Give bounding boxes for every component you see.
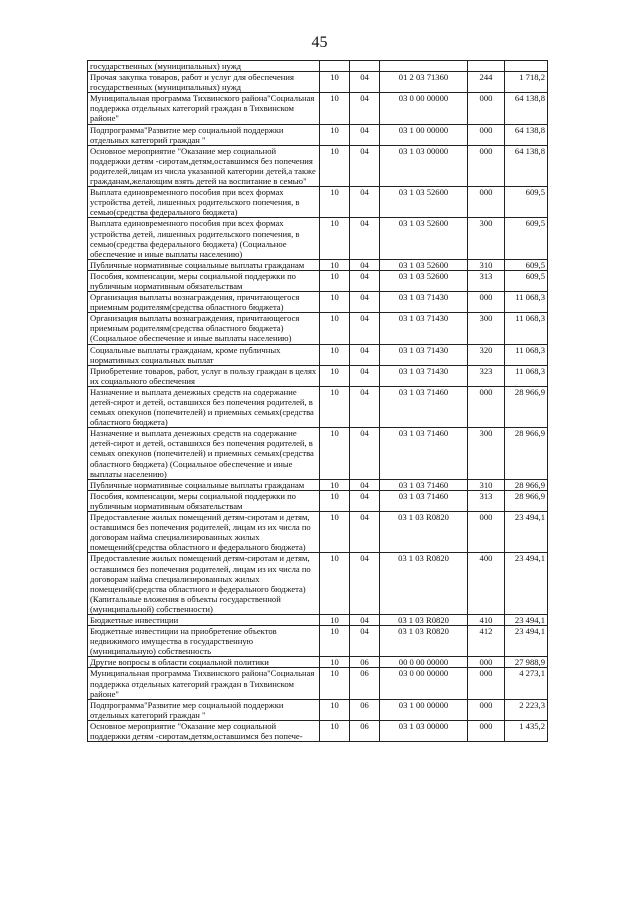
budget-table-body bbox=[88, 61, 548, 742]
subsection-code-cell: 04 bbox=[350, 479, 380, 490]
row-name-cell: Подпрограмма"Развитие мер социальной поддержки отдельных категорий граждан " bbox=[88, 124, 320, 145]
target-article-cell: 03 1 03 71430 bbox=[380, 365, 468, 386]
amount-cell: 28 966,9 bbox=[505, 428, 548, 479]
row-name-cell: Назначение и выплата денежных средств на содержание детей-сирот и детей, оставшихся без попечения родителей, в семьях опекунов (попечителей) и приемных семьях(средства областного бюджета) (Социальное обеспечение и иные выплаты населению) bbox=[88, 428, 320, 479]
amount-cell: 28 966,9 bbox=[505, 479, 548, 490]
expense-type-cell: 000 bbox=[468, 145, 505, 186]
section-code-cell: 10 bbox=[320, 292, 350, 313]
section-code-cell: 10 bbox=[320, 512, 350, 553]
subsection-code-cell: 04 bbox=[350, 512, 380, 553]
expense-type-cell: 244 bbox=[468, 72, 505, 93]
section-code-cell: 10 bbox=[320, 720, 350, 741]
expense-type-cell: 000 bbox=[468, 699, 505, 720]
target-article-cell: 03 1 03 52600 bbox=[380, 187, 468, 218]
expense-type-cell: 000 bbox=[468, 657, 505, 668]
target-article-cell: 03 1 03 52600 bbox=[380, 218, 468, 259]
expense-type-cell: 310 bbox=[468, 479, 505, 490]
subsection-code-cell: 04 bbox=[350, 270, 380, 291]
subsection-code-cell: 04 bbox=[350, 292, 380, 313]
amount-cell: 1 435,2 bbox=[505, 720, 548, 741]
target-article-cell: 03 1 03 71430 bbox=[380, 344, 468, 365]
amount-cell: 11 068,3 bbox=[505, 292, 548, 313]
table-row bbox=[88, 61, 548, 72]
amount-cell: 23 494,1 bbox=[505, 512, 548, 553]
amount-cell: 609,5 bbox=[505, 187, 548, 218]
row-name-cell: Основное мероприятие "Оказание мер социальной поддержки детям -сиротам,детям,оставшимся без попече- bbox=[88, 720, 320, 741]
section-code-cell: 10 bbox=[320, 187, 350, 218]
subsection-code-cell: 06 bbox=[350, 668, 380, 699]
table-row bbox=[88, 428, 548, 479]
expense-type-cell: 313 bbox=[468, 270, 505, 291]
target-article-cell: 01 2 03 71360 bbox=[380, 72, 468, 93]
table-row bbox=[88, 699, 548, 720]
target-article-cell: 03 1 03 R0820 bbox=[380, 626, 468, 657]
section-code-cell: 10 bbox=[320, 270, 350, 291]
row-name-cell: Публичные нормативные социальные выплаты гражданам bbox=[88, 479, 320, 490]
expense-type-cell: 000 bbox=[468, 187, 505, 218]
table-row bbox=[88, 259, 548, 270]
target-article-cell bbox=[380, 61, 468, 72]
subsection-code-cell: 04 bbox=[350, 553, 380, 615]
table-row bbox=[88, 187, 548, 218]
subsection-code-cell: 04 bbox=[350, 365, 380, 386]
section-code-cell: 10 bbox=[320, 218, 350, 259]
amount-cell: 11 068,3 bbox=[505, 365, 548, 386]
table-row bbox=[88, 292, 548, 313]
amount-cell: 609,5 bbox=[505, 218, 548, 259]
amount-cell: 2 223,3 bbox=[505, 699, 548, 720]
section-code-cell: 10 bbox=[320, 344, 350, 365]
subsection-code-cell: 06 bbox=[350, 699, 380, 720]
target-article-cell: 03 0 00 00000 bbox=[380, 93, 468, 124]
table-row bbox=[88, 145, 548, 186]
amount-cell: 1 718,2 bbox=[505, 72, 548, 93]
row-name-cell: Предоставление жилых помещений детям-сиротам и детям, оставшимся без попечения родителей, лицам из их числа по договорам найма специализированных жилых помещений(средства областного и федерального бюджета) (Капитальные вложения в объекты государственной (муниципальной) собственности) bbox=[88, 553, 320, 615]
amount-cell: 64 138,8 bbox=[505, 124, 548, 145]
page-number: 45 bbox=[311, 34, 328, 51]
table-row bbox=[88, 626, 548, 657]
section-code-cell: 10 bbox=[320, 365, 350, 386]
expense-type-cell: 400 bbox=[468, 553, 505, 615]
table-row bbox=[88, 218, 548, 259]
section-code-cell: 10 bbox=[320, 386, 350, 427]
expense-type-cell: 000 bbox=[468, 124, 505, 145]
subsection-code-cell: 04 bbox=[350, 428, 380, 479]
row-name-cell: Прочая закупка товаров, работ и услуг для обеспечения государственных (муниципальных) нужд bbox=[88, 72, 320, 93]
amount-cell: 4 273,1 bbox=[505, 668, 548, 699]
row-name-cell: Подпрограмма"Развитие мер социальной поддержки отдельных категорий граждан " bbox=[88, 699, 320, 720]
row-name-cell: Публичные нормативные социальные выплаты гражданам bbox=[88, 259, 320, 270]
target-article-cell: 03 0 00 00000 bbox=[380, 668, 468, 699]
row-name-cell: Организация выплаты вознаграждения, причитающегося приемным родителям(средства областного бюджета) (Социальное обеспечение и иные выплаты населению) bbox=[88, 313, 320, 344]
target-article-cell: 03 1 00 00000 bbox=[380, 699, 468, 720]
expense-type-cell: 313 bbox=[468, 490, 505, 511]
table-row bbox=[88, 124, 548, 145]
table-row bbox=[88, 365, 548, 386]
subsection-code-cell: 04 bbox=[350, 259, 380, 270]
section-code-cell: 10 bbox=[320, 259, 350, 270]
amount-cell: 609,5 bbox=[505, 259, 548, 270]
expense-type-cell: 320 bbox=[468, 344, 505, 365]
row-name-cell: Пособия, компенсации, меры социальной поддержки по публичным нормативным обязательствам bbox=[88, 270, 320, 291]
expense-type-cell: 000 bbox=[468, 292, 505, 313]
table-row bbox=[88, 344, 548, 365]
expense-type-cell: 410 bbox=[468, 614, 505, 625]
table-row bbox=[88, 72, 548, 93]
expense-type-cell: 300 bbox=[468, 428, 505, 479]
amount-cell: 23 494,1 bbox=[505, 553, 548, 615]
section-code-cell: 10 bbox=[320, 93, 350, 124]
table-row bbox=[88, 512, 548, 553]
row-name-cell: Основное мероприятие "Оказание мер социальной поддержки детям -сиротам,детям,оставшимся без попечения родителей,лицам из числа указанной категории детей,а также гражданам,желающим взять детей на воспитание в семью" bbox=[88, 145, 320, 186]
subsection-code-cell: 04 bbox=[350, 72, 380, 93]
subsection-code-cell: 04 bbox=[350, 313, 380, 344]
amount-cell: 609,5 bbox=[505, 270, 548, 291]
section-code-cell: 10 bbox=[320, 553, 350, 615]
subsection-code-cell: 04 bbox=[350, 614, 380, 625]
section-code-cell: 10 bbox=[320, 428, 350, 479]
table-row bbox=[88, 490, 548, 511]
target-article-cell: 03 1 03 00000 bbox=[380, 720, 468, 741]
subsection-code-cell: 04 bbox=[350, 490, 380, 511]
amount-cell: 27 988,9 bbox=[505, 657, 548, 668]
subsection-code-cell bbox=[350, 61, 380, 72]
target-article-cell: 03 1 03 71460 bbox=[380, 490, 468, 511]
table-row bbox=[88, 270, 548, 291]
target-article-cell: 03 1 03 52600 bbox=[380, 270, 468, 291]
section-code-cell: 10 bbox=[320, 614, 350, 625]
amount-cell: 11 068,3 bbox=[505, 344, 548, 365]
section-code-cell: 10 bbox=[320, 479, 350, 490]
target-article-cell: 03 1 03 71460 bbox=[380, 428, 468, 479]
section-code-cell: 10 bbox=[320, 313, 350, 344]
section-code-cell: 10 bbox=[320, 490, 350, 511]
table-row bbox=[88, 93, 548, 124]
amount-cell: 23 494,1 bbox=[505, 626, 548, 657]
section-code-cell: 10 bbox=[320, 626, 350, 657]
table-row bbox=[88, 386, 548, 427]
expense-type-cell: 000 bbox=[468, 386, 505, 427]
target-article-cell: 03 1 03 R0820 bbox=[380, 553, 468, 615]
row-name-cell: Муниципальная программа Тихвинского района"Социальная поддержка отдельных категорий граждан в Тихвинском районе" bbox=[88, 668, 320, 699]
target-article-cell: 03 1 03 71460 bbox=[380, 479, 468, 490]
expense-type-cell: 000 bbox=[468, 720, 505, 741]
amount-cell: 23 494,1 bbox=[505, 614, 548, 625]
subsection-code-cell: 04 bbox=[350, 626, 380, 657]
section-code-cell: 10 bbox=[320, 72, 350, 93]
amount-cell: 28 966,9 bbox=[505, 490, 548, 511]
table-row bbox=[88, 668, 548, 699]
expense-type-cell: 000 bbox=[468, 512, 505, 553]
subsection-code-cell: 04 bbox=[350, 218, 380, 259]
section-code-cell: 10 bbox=[320, 657, 350, 668]
subsection-code-cell: 04 bbox=[350, 124, 380, 145]
section-code-cell: 10 bbox=[320, 668, 350, 699]
amount-cell bbox=[505, 61, 548, 72]
subsection-code-cell: 04 bbox=[350, 344, 380, 365]
table-row bbox=[88, 720, 548, 741]
subsection-code-cell: 04 bbox=[350, 386, 380, 427]
target-article-cell: 03 1 03 00000 bbox=[380, 145, 468, 186]
expense-type-cell: 300 bbox=[468, 218, 505, 259]
table-row bbox=[88, 479, 548, 490]
row-name-cell: Социальные выплаты гражданам, кроме публичных нормативных социальных выплат bbox=[88, 344, 320, 365]
table-row bbox=[88, 657, 548, 668]
row-name-cell: Выплата единовременного пособия при всех формах устройства детей, лишенных родительского попечения, в семью(средства федерального бюджета) bbox=[88, 187, 320, 218]
amount-cell: 11 068,3 bbox=[505, 313, 548, 344]
subsection-code-cell: 06 bbox=[350, 657, 380, 668]
amount-cell: 64 138,8 bbox=[505, 145, 548, 186]
subsection-code-cell: 04 bbox=[350, 93, 380, 124]
expense-type-cell: 323 bbox=[468, 365, 505, 386]
row-name-cell: Приобретение товаров, работ, услуг в пользу граждан в целях их социального обеспечения bbox=[88, 365, 320, 386]
table-row bbox=[88, 553, 548, 615]
expense-type-cell: 300 bbox=[468, 313, 505, 344]
subsection-code-cell: 04 bbox=[350, 145, 380, 186]
target-article-cell: 03 1 03 71430 bbox=[380, 313, 468, 344]
amount-cell: 28 966,9 bbox=[505, 386, 548, 427]
row-name-cell: Организация выплаты вознаграждения, причитающегося приемным родителям(средства областного бюджета) bbox=[88, 292, 320, 313]
section-code-cell bbox=[320, 61, 350, 72]
row-name-cell: Бюджетные инвестиции bbox=[88, 614, 320, 625]
expense-type-cell: 310 bbox=[468, 259, 505, 270]
target-article-cell: 03 1 03 71460 bbox=[380, 386, 468, 427]
row-name-cell: Бюджетные инвестиции на приобретение объектов недвижимого имущества в государственную (муниципальную) собственность bbox=[88, 626, 320, 657]
expense-type-cell: 000 bbox=[468, 93, 505, 124]
section-code-cell: 10 bbox=[320, 124, 350, 145]
amount-cell: 64 138,8 bbox=[505, 93, 548, 124]
row-name-cell: Пособия, компенсации, меры социальной поддержки по публичным нормативным обязательствам bbox=[88, 490, 320, 511]
target-article-cell: 03 1 03 R0820 bbox=[380, 614, 468, 625]
section-code-cell: 10 bbox=[320, 699, 350, 720]
row-name-cell: Муниципальная программа Тихвинского района"Социальная поддержка отдельных категорий граждан в Тихвинском районе" bbox=[88, 93, 320, 124]
target-article-cell: 03 1 03 R0820 bbox=[380, 512, 468, 553]
expense-type-cell: 000 bbox=[468, 668, 505, 699]
section-code-cell: 10 bbox=[320, 145, 350, 186]
budget-table bbox=[87, 60, 548, 742]
expense-type-cell: 412 bbox=[468, 626, 505, 657]
target-article-cell: 03 1 03 71430 bbox=[380, 292, 468, 313]
target-article-cell: 00 0 00 00000 bbox=[380, 657, 468, 668]
row-name-cell: Предоставление жилых помещений детям-сиротам и детям, оставшимся без попечения родителей, лицам из их числа по договорам найма специализированных жилых помещений(средства областного и федерального бюджета) bbox=[88, 512, 320, 553]
target-article-cell: 03 1 00 00000 bbox=[380, 124, 468, 145]
row-name-cell: государственных (муниципальных) нужд bbox=[88, 61, 320, 72]
row-name-cell: Назначение и выплата денежных средств на содержание детей-сирот и детей, оставшихся без попечения родителей, в семьях опекунов (попечителей) и приемных семьях(средства областного бюджета) bbox=[88, 386, 320, 427]
expense-type-cell bbox=[468, 61, 505, 72]
target-article-cell: 03 1 03 52600 bbox=[380, 259, 468, 270]
table-row bbox=[88, 313, 548, 344]
subsection-code-cell: 04 bbox=[350, 187, 380, 218]
row-name-cell: Другие вопросы в области социальной политики bbox=[88, 657, 320, 668]
subsection-code-cell: 06 bbox=[350, 720, 380, 741]
row-name-cell: Выплата единовременного пособия при всех формах устройства детей, лишенных родительского попечения, в семью(средства федерального бюджета) (Социальное обеспечение и иные выплаты населению) bbox=[88, 218, 320, 259]
table-row bbox=[88, 614, 548, 625]
